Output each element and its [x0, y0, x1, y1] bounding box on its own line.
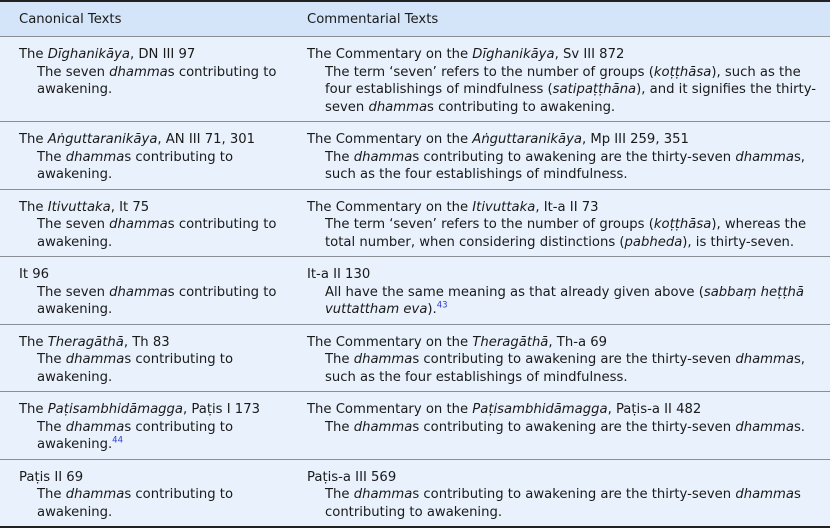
desc-text: s contributing to awakening.	[37, 352, 233, 385]
desc-text: s, such as the four establishings of mindfulness.	[325, 352, 805, 385]
commentarial-cell	[295, 469, 830, 522]
desc-pali-term: dhamma	[354, 420, 413, 435]
commentarial-description	[307, 284, 830, 319]
commentarial-title	[307, 469, 830, 487]
desc-text: s contributing to awakening are the thirty-seven	[412, 150, 735, 165]
desc-text: s contributing to awakening are the thirty-seven	[412, 420, 735, 435]
title-work: Paṭisambhidāmagga	[48, 402, 183, 417]
commentarial-cell	[295, 334, 830, 387]
desc-text: ).	[427, 302, 436, 317]
title-reference: , Sv III 872	[555, 47, 625, 62]
desc-text: The term ‘seven’ refers to the number of groups (	[325, 217, 654, 232]
title-work: Theragāthā	[472, 335, 548, 350]
desc-text: s, such as the four establishings of mindfulness.	[325, 150, 805, 183]
desc-pali-term: koṭṭhāsa	[654, 217, 711, 232]
desc-text: The	[325, 487, 354, 502]
desc-text: ), whereas the total number, when considering distinctions (	[325, 217, 806, 250]
commentarial-title	[307, 131, 830, 149]
desc-text: ), is thirty-seven.	[682, 235, 794, 250]
title-prefix: The	[19, 47, 48, 62]
canonical-title	[19, 131, 295, 149]
desc-text: The term ‘seven’ refers to the number of groups (	[325, 65, 654, 80]
commentarial-cell	[295, 199, 830, 252]
canonical-title	[19, 266, 295, 284]
table-row	[0, 190, 830, 258]
desc-pali-term: dhamma	[66, 150, 125, 165]
canonical-title	[19, 199, 295, 217]
title-reference: , It 75	[111, 200, 149, 215]
title-prefix: The Commentary on the	[307, 335, 472, 350]
title-prefix: The	[19, 132, 48, 147]
desc-text: s.	[794, 420, 805, 435]
desc-pali-term: pabheda	[625, 235, 683, 250]
title-prefix: The Commentary on the	[307, 47, 472, 62]
title-prefix: The	[19, 402, 48, 417]
commentarial-description	[307, 486, 830, 521]
title-work: Aṅguttaranikāya	[48, 132, 158, 147]
title-work: Paṭisambhidāmagga	[472, 402, 607, 417]
title-prefix: The Commentary on the	[307, 402, 472, 417]
desc-pali-term: dhamma	[735, 352, 794, 367]
table-row	[0, 392, 830, 460]
desc-pali-term: dhamma	[66, 420, 125, 435]
commentarial-cell	[295, 266, 830, 319]
desc-text: s contributing to awakening.	[37, 487, 233, 520]
title-prefix: The	[19, 200, 48, 215]
desc-text: The	[37, 487, 66, 502]
commentarial-cell	[295, 401, 830, 454]
footnote-link[interactable]: 44	[112, 436, 123, 446]
title-prefix: The Commentary on the	[307, 132, 472, 147]
title-work: Itivuttaka	[48, 200, 111, 215]
desc-text: ), and it signifies the thirty-seven	[325, 82, 816, 115]
desc-pali-term: dhamma	[66, 487, 125, 502]
desc-text: s contributing to awakening.	[37, 420, 233, 453]
desc-text: s contributing to awakening are the thirty-seven	[412, 487, 735, 502]
desc-pali-term: koṭṭhāsa	[654, 65, 711, 80]
desc-text: The	[37, 150, 66, 165]
title-reference: , It-a II 73	[535, 200, 598, 215]
commentarial-title	[307, 46, 830, 64]
desc-pali-term: dhamma	[354, 352, 413, 367]
canonical-description	[19, 486, 307, 521]
canonical-description	[19, 216, 307, 251]
title-work: Aṅguttaranikāya	[472, 132, 582, 147]
canonical-description	[19, 419, 307, 454]
canonical-cell	[0, 469, 295, 522]
canonical-description	[19, 284, 307, 319]
desc-text: s contributing to awakening.	[37, 65, 277, 98]
title-reference: , Paṭis-a II 482	[608, 402, 702, 417]
table-header-row	[0, 2, 830, 37]
canonical-cell	[0, 199, 295, 252]
title-work: Theragāthā	[48, 335, 124, 350]
title-reference: , Th 83	[124, 335, 170, 350]
canonical-cell	[0, 266, 295, 319]
commentarial-description	[307, 149, 830, 184]
commentarial-cell	[295, 46, 830, 116]
table-row	[0, 122, 830, 190]
commentarial-description	[307, 216, 830, 251]
title-prefix: It 96	[19, 267, 49, 282]
canonical-cell	[0, 131, 295, 184]
desc-pali-term: dhamma	[735, 150, 794, 165]
commentarial-description	[307, 64, 830, 117]
footnote-link[interactable]: 43	[437, 301, 448, 311]
desc-text: The seven	[37, 285, 109, 300]
desc-text: All have the same meaning as that already given above (	[325, 285, 704, 300]
table-row	[0, 460, 830, 528]
desc-text: s contributing to awakening.	[37, 285, 277, 318]
title-prefix: Paṭis-a III 569	[307, 470, 396, 485]
title-reference: , Th-a 69	[548, 335, 607, 350]
desc-pali-term: dhamma	[354, 487, 413, 502]
desc-text: The seven	[37, 217, 109, 232]
commentarial-title	[307, 266, 830, 284]
desc-pali-term: dhamma	[109, 217, 168, 232]
title-work: Itivuttaka	[472, 200, 535, 215]
desc-pali-term: dhamma	[735, 420, 794, 435]
canonical-title	[19, 401, 295, 419]
canonical-title	[19, 469, 295, 487]
desc-text: The	[37, 420, 66, 435]
title-work: Dīghanikāya	[472, 47, 554, 62]
commentarial-description	[307, 419, 830, 437]
canonical-cell	[0, 334, 295, 387]
table-row	[0, 37, 830, 122]
desc-text: s contributing to awakening.	[325, 487, 801, 520]
title-prefix: It-a II 130	[307, 267, 370, 282]
desc-text: The	[325, 420, 354, 435]
title-reference: , Mp III 259, 351	[582, 132, 689, 147]
desc-pali-term: dhamma	[735, 487, 794, 502]
desc-text: The seven	[37, 65, 109, 80]
desc-text: s contributing to awakening.	[37, 217, 277, 250]
canonical-title	[19, 46, 295, 64]
canonical-cell	[0, 401, 295, 454]
title-prefix: The	[19, 335, 48, 350]
desc-pali-term: dhamma	[66, 352, 125, 367]
header-canonical-texts: Canonical Texts	[0, 11, 295, 28]
commentarial-title	[307, 334, 830, 352]
desc-text: s contributing to awakening are the thirty-seven	[412, 352, 735, 367]
title-reference: , Paṭis I 173	[183, 402, 260, 417]
commentarial-title	[307, 199, 830, 217]
desc-pali-term: dhamma	[109, 65, 168, 80]
desc-pali-term: satipaṭṭhāna	[553, 82, 636, 97]
table-row	[0, 257, 830, 325]
desc-pali-term: sabbaṃ heṭṭhā vuttattham eva	[325, 285, 804, 318]
desc-text: The	[37, 352, 66, 367]
title-reference: , DN III 97	[130, 47, 195, 62]
desc-text: s contributing to awakening.	[37, 150, 233, 183]
desc-pali-term: dhamma	[354, 150, 413, 165]
title-reference: , AN III 71, 301	[157, 132, 255, 147]
title-work: Dīghanikāya	[48, 47, 130, 62]
table-row	[0, 325, 830, 393]
desc-text: ), such as the four establishings of mindfulness (	[325, 65, 801, 98]
desc-pali-term: dhamma	[109, 285, 168, 300]
title-prefix: The Commentary on the	[307, 200, 472, 215]
canonical-description	[19, 351, 307, 386]
canonical-description	[19, 64, 307, 99]
table-body	[0, 37, 830, 528]
commentarial-title	[307, 401, 830, 419]
canonical-title	[19, 334, 295, 352]
desc-pali-term: dhamma	[368, 100, 427, 115]
header-commentarial-texts: Commentarial Texts	[295, 11, 830, 28]
title-prefix: Paṭis II 69	[19, 470, 83, 485]
desc-text: The	[325, 352, 354, 367]
commentarial-cell	[295, 131, 830, 184]
desc-text: s contributing to awakening.	[427, 100, 615, 115]
desc-text: The	[325, 150, 354, 165]
commentarial-description	[307, 351, 830, 386]
canonical-cell	[0, 46, 295, 116]
canonical-description	[19, 149, 307, 184]
